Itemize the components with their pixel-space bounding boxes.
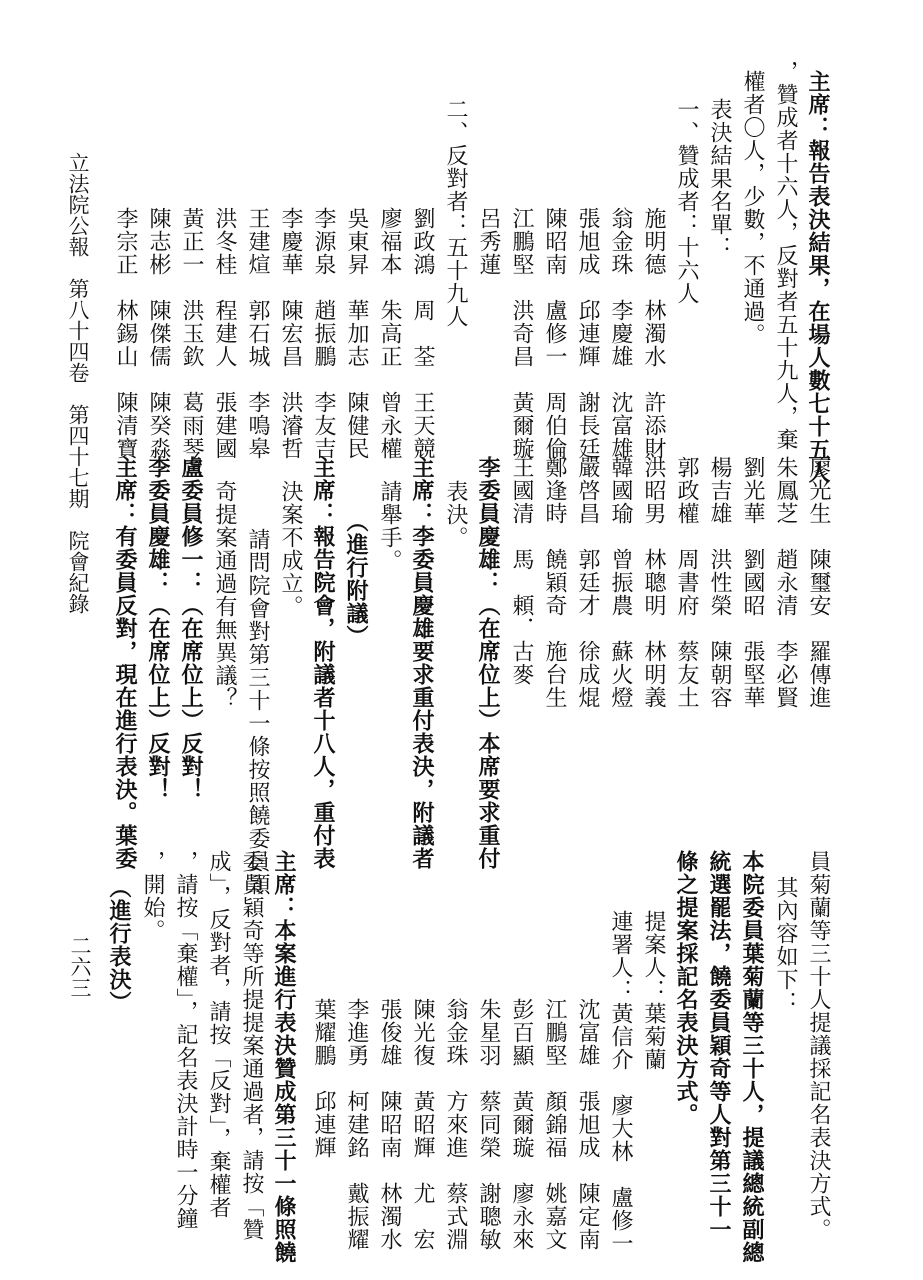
mid-line-5: 洪昭男 林聰明 林明義 <box>641 456 666 709</box>
mid-line-11: 表決。 <box>443 480 468 549</box>
lower-right-line-2: 本院委員葉菊蘭等三十人，提議總統副總 <box>739 850 765 1264</box>
mid-line-17: 請問院會對第三十一條按照饒委員穎 <box>245 528 270 896</box>
lower-right-line-21: （進行表決） <box>106 876 132 1014</box>
upper-line-7: 張旭成 邱連輝 謝長廷 <box>575 207 600 460</box>
upper-line-14: 吳東昇 華加志 陳健民 <box>344 207 369 460</box>
mid-line-3: 楊吉雄 洪性榮 陳朝容 <box>707 456 732 709</box>
mid-line-4: 郭政權 周書府 蔡友土 <box>674 456 699 709</box>
upper-line-3: 表決結果名單： <box>707 98 732 259</box>
lower-right-line-5: 提案人：葉菊蘭 <box>641 910 666 1071</box>
mid-line-13: 請舉手。 <box>377 480 402 572</box>
mid-line-20: 李委員慶雄：（在席位上）反對！ <box>145 456 171 801</box>
lower-right-line-16: 主席：本案進行表決贊成第三十一條照饒 <box>271 850 297 1264</box>
lower-right-line-12: 陳光復 黃昭輝 尤 宏 <box>410 998 435 1251</box>
mid-line-21: 主席：有委員反對，現在進行表決。葉委 <box>112 456 138 870</box>
page-number: 二六三 <box>68 935 92 998</box>
upper-line-20: 陳志彬 陳傑儒 陳癸淼 <box>146 207 171 460</box>
upper-line-21: 李宗正 林錫山 陳清寶 <box>113 207 138 460</box>
mid-line-2: 劉光華 劉國昭 張堅華 <box>740 456 765 709</box>
lower-right-line-14: 李進勇 柯建銘 戴振耀 <box>344 998 369 1251</box>
upper-line-19: 黃正一 洪玉欽 葛雨琴 <box>179 207 204 460</box>
mid-line-6: 韓國瑜 曾振農 蘇火燈 <box>608 456 633 709</box>
lower-right-line-17: 委員穎奇等所提提案通過者，請按「贊 <box>239 850 264 1241</box>
upper-line-17: 王建煊 郭石城 李鳴皋 <box>245 207 270 460</box>
upper-line-15: 李源泉 趙振鵬 李友吉 <box>311 207 336 460</box>
lower-right-line-13: 張俊雄 陳昭南 林濁水 <box>377 998 402 1251</box>
upper-line-13: 廖福本 朱高正 曾永權 <box>377 207 402 460</box>
mid-line-14: （進行附議） <box>343 510 369 648</box>
mid-line-8: 鄭逢時 饒穎奇 施台生 <box>542 456 567 709</box>
lower-right-line-11: 翁金珠 方來進 蔡式淵 <box>443 998 468 1251</box>
lower-right-line-4: 條之提案採記名表決方式。 <box>673 850 699 1126</box>
lower-right-line-19: ，請按「棄權」，記名表決計時一分鐘 <box>173 850 198 1230</box>
mid-line-0: 廖光生 陳璽安 羅傳進 <box>806 456 831 709</box>
mid-line-12: 主席：李委員慶雄要求重付表決，附議者 <box>409 456 435 870</box>
mid-line-7: 嚴啓昌 郭廷才 徐成焜 <box>575 456 600 709</box>
mid-line-18: 奇提案通過有無異議？ <box>212 480 237 710</box>
lower-right-line-20: ，開始。 <box>140 850 165 942</box>
mid-line-1: 朱鳳芝 趙永清 李必賢 <box>773 456 798 709</box>
upper-line-11: 二、反對者：五十九人 <box>443 98 468 328</box>
upper-line-4: 一、贊成者：十六人 <box>674 98 699 305</box>
lower-right-line-9: 彭百顯 黃爾璇 廖永來 <box>509 998 534 1251</box>
lower-right-line-7: 沈富雄 張旭成 陳定南 <box>575 998 600 1251</box>
upper-line-5: 施明德 林濁水 許添財 <box>641 207 666 460</box>
upper-line-16: 李慶華 陳宏昌 洪濬哲 <box>278 207 303 460</box>
lower-right-line-1: 其內容如下： <box>773 876 798 1014</box>
mid-line-9: 王國清 馬 頼．古麥 <box>509 456 534 686</box>
upper-line-1: ，贊成者十六人，反對者五十九人，棄 <box>773 60 798 451</box>
upper-line-12: 劉政鴻 周 荃 王天競 <box>410 207 435 460</box>
mid-line-16: 決案不成立。 <box>278 480 303 618</box>
upper-line-9: 江鵬堅 洪奇昌 黃爾璇 <box>509 207 534 460</box>
lower-right-line-18: 成」，反對者，請按「反對」，棄權者 <box>206 850 231 1219</box>
publication-footer: 立法院公報 第八十四卷 第四十七期 院會紀錄 <box>66 152 90 614</box>
lower-right-line-10: 朱星羽 蔡同榮 謝聰敏 <box>476 998 501 1251</box>
mid-line-19: 盧委員修一：（在席位上）反對！ <box>178 456 204 801</box>
upper-line-0: 主席：報告表決結果，在場人數七十五人 <box>805 70 831 484</box>
upper-line-6: 翁金珠 李慶雄 沈富雄 <box>608 207 633 460</box>
mid-line-15: 主席：報告院會，附議者十八人，重付表 <box>310 456 336 870</box>
upper-line-8: 陳昭南 盧修一 周伯倫 <box>542 207 567 460</box>
lower-right-line-3: 統選罷法，饒委員穎奇等人對第三十一 <box>706 850 732 1241</box>
mid-line-10: 李委員慶雄：（在席位上）本席要求重付 <box>475 456 501 870</box>
lower-right-line-8: 江鵬堅 顏錦福 姚嘉文 <box>542 998 567 1251</box>
upper-line-18: 洪冬桂 程建人 張建國 <box>212 207 237 460</box>
lower-right-line-0: 員菊蘭等三十人提議採記名表決方式。 <box>806 850 831 1241</box>
upper-line-2: 權者〇人，少數，不通過。 <box>740 70 765 346</box>
lower-right-line-15: 葉耀鵬 邱連輝 <box>311 998 336 1159</box>
upper-line-10: 呂秀蓮 <box>476 207 501 276</box>
lower-right-line-6: 連署人：黃信介 廖大林 盧修一 <box>608 910 633 1255</box>
